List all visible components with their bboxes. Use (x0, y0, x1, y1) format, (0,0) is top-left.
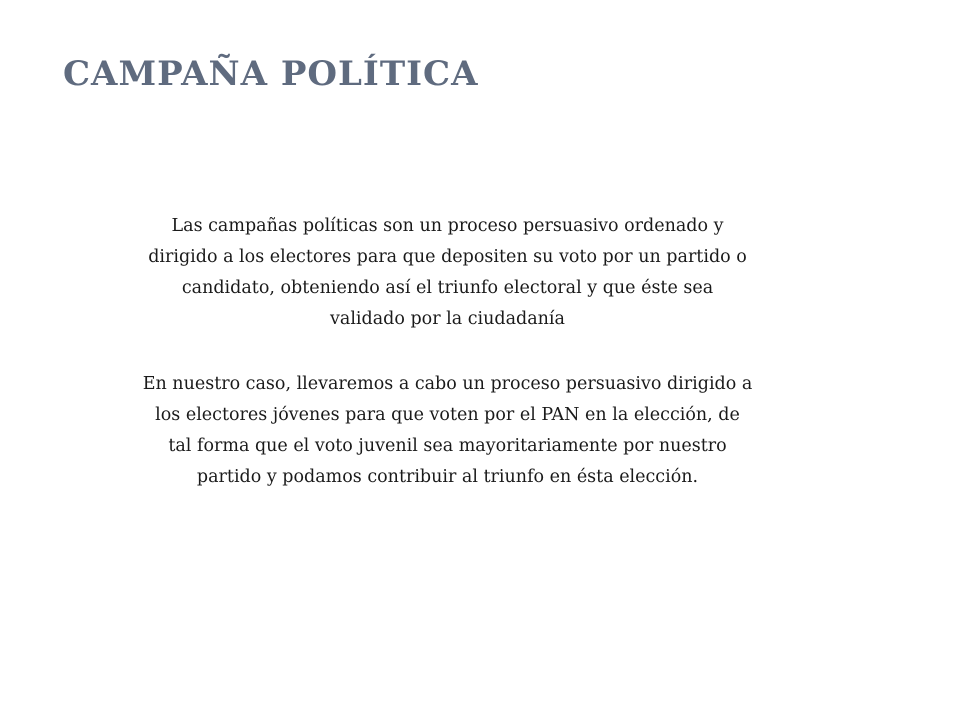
paragraph-line: En nuestro caso, llevaremos a cabo un proceso persuasivo dirigido a (142, 374, 753, 394)
paragraph-line: candidato, obteniendo así el triunfo electoral y que éste sea (181, 278, 714, 298)
paragraph-line: dirigido a los electores para que depositen su voto por un partido o (148, 247, 747, 267)
paragraph-line: los electores jóvenes para que voten por el PAN en la elección, de (155, 405, 740, 425)
paragraph-line: partido y podamos contribuir al triunfo en ésta elección. (196, 467, 699, 487)
slide-title: CAMPAÑA POLÍTICA (63, 54, 479, 94)
paragraph-line: validado por la ciudadanía (330, 309, 565, 329)
paragraph-definition (50, 211, 845, 335)
paragraph-line: Las campañas políticas son un proceso persuasivo ordenado y (171, 216, 724, 236)
paragraph-our-case (50, 369, 845, 493)
paragraph-line: tal forma que el voto juvenil sea mayoritariamente por nuestro (168, 436, 727, 456)
